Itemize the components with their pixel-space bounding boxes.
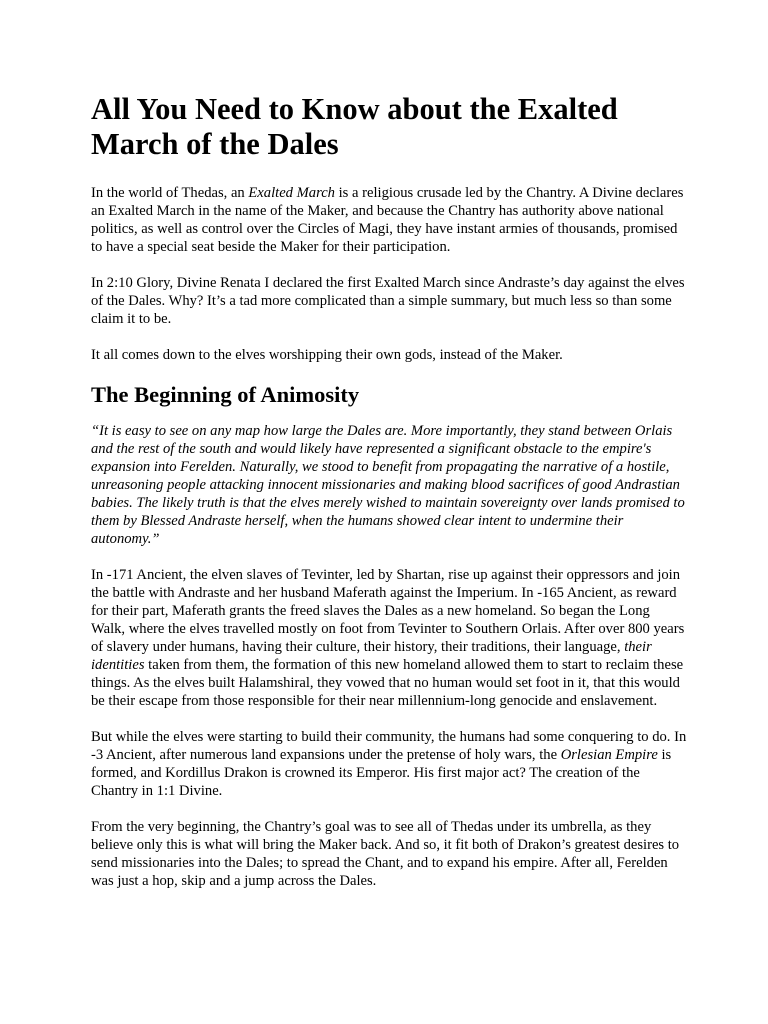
page-title: All You Need to Know about the Exalted March of the Dales	[91, 92, 618, 161]
document-page	[91, 92, 687, 908]
text-run: In -171 Ancient, the elven slaves of Tevinter, led by Shartan, rise up against their oppressors and join the battle with Andraste and her husband Maferath against the Imperium. In -165 Ancient, as reward for their part, Maferath grants the freed slaves the Dales as a new homeland. So began the Long Walk, where the elves travelled mostly on foot from Tevinter to Southern Orlais. After over 800 years of slavery under humans, having their culture, their history, their traditions, their language,	[91, 567, 685, 655]
intro-paragraph-3: It all comes down to the elves worshipping their own gods, instead of the Maker.	[91, 347, 563, 363]
emphasis-exalted-march: Exalted March	[248, 185, 335, 201]
emphasis-their-identities: their identities	[91, 639, 652, 673]
text-run: is a religious crusade led by the Chantry. A Divine declares an Exalted March in the name of the Maker, and because the Chantry has authority above national politics, as well as control over the Circles of Magi, they have instant armies of thousands, promised to have a special seat beside the Maker for their participation.	[91, 185, 684, 255]
section-heading: The Beginning of Animosity	[91, 382, 360, 407]
text-run: taken from them, the formation of this new homeland allowed them to start to reclaim these things. As the elves built Halamshiral, they vowed that no human would set foot in it, that this would be their escape from those responsible for their near millennium-long genocide and enslavement.	[91, 657, 684, 709]
block-quote: “It is easy to see on any map how large the Dales are. More importantly, they stand between Orlais and the rest of the south and would likely have represented a significant obstacle to the empire's expansion into Ferelden. Naturally, we stood to benefit from propagating the narrative of a hostile, unreasoning people attacking innocent missionaries and making blood sacrifices of good Andrastian babies. The likely truth is that the elves merely wished to maintain sovereignty over lands promised to them by Blessed Andraste herself, when the humans showed clear intent to undermine their autonomy.”	[91, 423, 685, 547]
intro-paragraph-2: In 2:10 Glory, Divine Renata I declared the first Exalted March since Andraste’s day against the elves of the Dales. Why? It’s a tad more complicated than a simple summary, but much less so than some claim it to be.	[91, 275, 685, 327]
text-run: But while the elves were starting to build their community, the humans had some conquering to do. In -3 Ancient, after numerous land expansions under the pretense of holy wars, the	[91, 729, 687, 763]
body-paragraph-4	[91, 566, 687, 710]
text-run: is formed, and Kordillus Drakon is crowned its Emperor. His first major act? The creation of the Chantry in 1:1 Divine.	[91, 747, 672, 799]
intro-paragraph-1	[91, 184, 687, 256]
text-run: In the world of Thedas, an	[91, 185, 249, 201]
emphasis-orlesian-empire: Orlesian Empire	[560, 747, 658, 763]
body-paragraph-5	[91, 728, 687, 800]
body-paragraph-6: From the very beginning, the Chantry’s goal was to see all of Thedas under its umbrella, as they believe only this is what will bring the Maker back. And so, it fit both of Drakon’s greatest desires to send missionaries into the Dales; to spread the Chant, and to expand his empire. After all, Ferelden was just a hop, skip and a jump across the Dales.	[91, 819, 680, 889]
